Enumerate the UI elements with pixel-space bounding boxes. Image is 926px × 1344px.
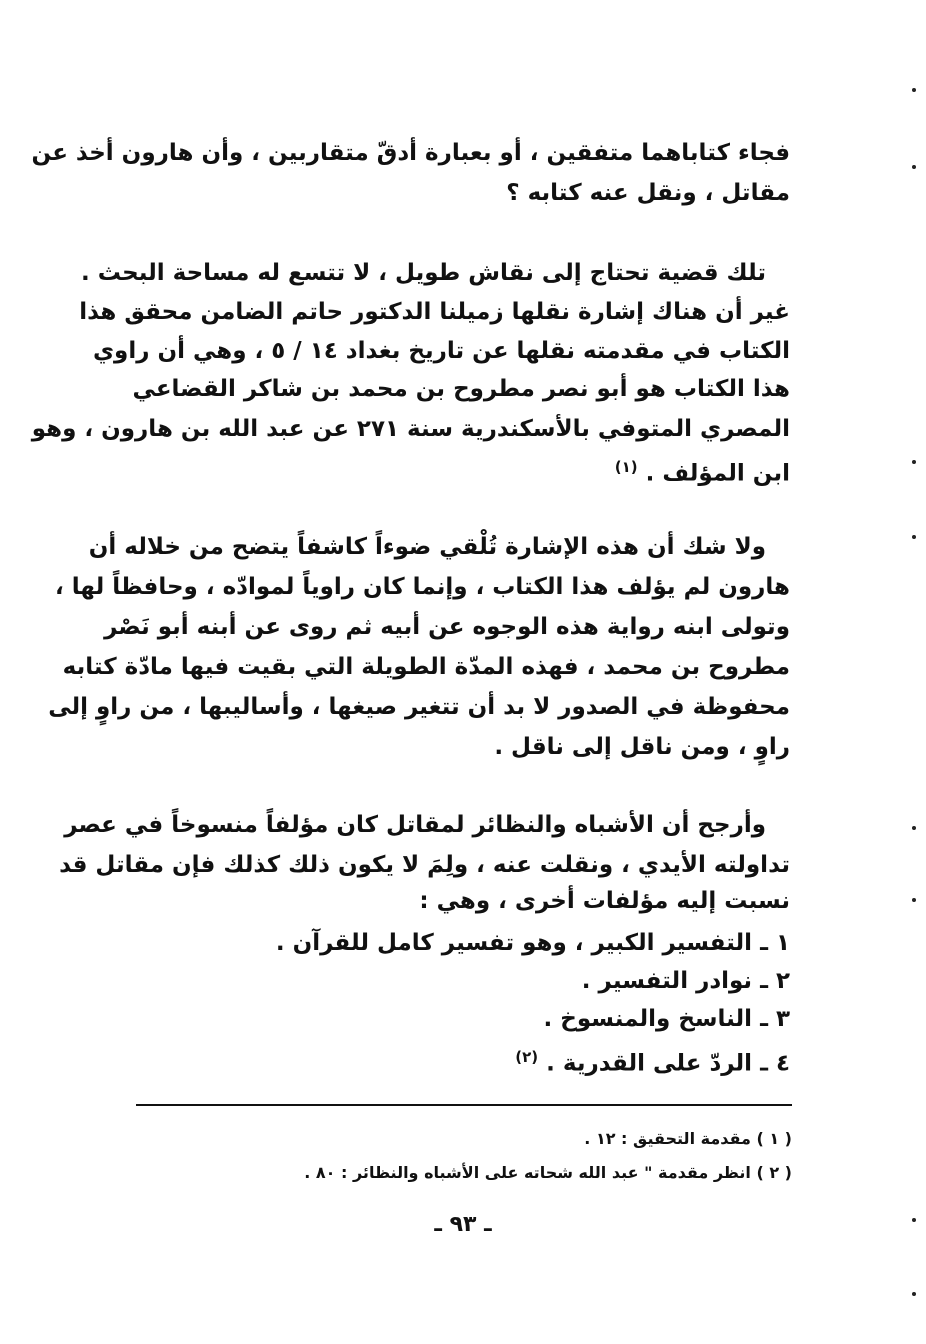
paragraph-4-line-2: تداولته الأيدي ، ونقلت عنه ، ولِمَ لا يكون ذلك كذلك فإن مقاتل قد — [59, 852, 790, 878]
paragraph-1-line-1: فجاء كتاباهما متفقين ، أو بعبارة أدقّ متقاربين ، وأن هارون أخذ عن — [31, 140, 790, 166]
scan-speck — [912, 88, 916, 92]
footnote-1: ( ١ ) مقدمة التحقيق : ١٢ . — [584, 1129, 792, 1148]
list-item-1: ١ ـ التفسير الكبير ، وهو تفسير كامل للقرآن . — [275, 930, 790, 956]
list-item-3: ٣ ـ الناسخ والمنسوخ . — [543, 1006, 790, 1032]
paragraph-2-line-2: غير أن هناك إشارة نقلها زميلنا الدكتور حاتم الضامن محقق هذا — [79, 299, 790, 325]
paragraph-3-line-2: هارون لم يؤلف هذا الكتاب ، وإنما كان راوياً لموادّه ، وحافظاً لها ، — [55, 574, 790, 600]
paragraph-2-line-3: الكتاب في مقدمته نقلها عن تاريخ بغداد ١٤ / ٥ ، وهي أن راوي — [92, 338, 790, 364]
paragraph-2-line-4: هذا الكتاب هو أبو نصر مطروح بن محمد بن شاكر القضاعي — [132, 376, 790, 402]
paragraph-3-line-3: وتولى ابنه رواية هذه الوجوه عن أبيه ثم روى عن أبنه أبو نَصْر — [104, 614, 790, 640]
footnote-reference-2: (٢) — [515, 1048, 539, 1066]
scan-speck — [912, 1218, 916, 1222]
list-item-4 — [515, 1042, 790, 1079]
footnote-reference-1: (١) — [614, 458, 638, 476]
scan-speck — [912, 1292, 916, 1296]
paragraph-4-line-1: وأرجح أن الأشباه والنظائر لمقاتل كان مؤلفاً منسوخاً في عصر — [64, 812, 766, 838]
footnote-2: ( ٢ ) انظر مقدمة " عبد الله شحاته على الأشباه والنظائر : ٨٠ . — [304, 1163, 792, 1182]
paragraph-3-line-5: محفوظة في الصدور لا بد أن تتغير صيغها ، وأساليبها ، من راوٍ إلى — [48, 694, 790, 720]
paragraph-4-line-3: نسبت إليه مؤلفات أخرى ، وهي : — [419, 888, 790, 914]
footnote-divider — [136, 1104, 792, 1106]
scan-speck — [912, 535, 916, 539]
paragraph-3-line-1: ولا شك أن هذه الإشارة تُلْقي ضوءاً كاشفاً يتضح من خلاله أن — [88, 534, 766, 560]
paragraph-3-line-6: راوٍ ، ومن ناقل إلى ناقل . — [494, 734, 790, 760]
paragraph-2-line-5: المصري المتوفي بالأسكندرية سنة ٢٧١ عن عبد الله بن هارون ، وهو — [31, 416, 790, 442]
scan-speck — [912, 165, 916, 169]
paragraph-2-line-1: تلك قضية تحتاج إلى نقاش طويل ، لا تتسع له مساحة البحث . — [81, 260, 766, 286]
paragraph-3-line-4: مطروح بن محمد ، فهذه المدّة الطويلة التي بقيت فيها مادّة كتابه — [62, 654, 790, 680]
list-item-4-text: ٤ ـ الردّ على القدرية . — [546, 1050, 790, 1077]
page-number: ـ ٩٣ ـ — [434, 1212, 492, 1237]
scan-speck — [912, 460, 916, 464]
paragraph-1-line-2: مقاتل ، ونقل عنه كتابه ؟ — [506, 180, 790, 206]
scan-speck — [912, 898, 916, 902]
scan-speck — [912, 826, 916, 830]
paragraph-2-line-6-text: ابن المؤلف . — [645, 460, 790, 487]
list-item-2: ٢ ـ نوادر التفسير . — [581, 968, 790, 994]
paragraph-2-line-6 — [615, 452, 790, 489]
